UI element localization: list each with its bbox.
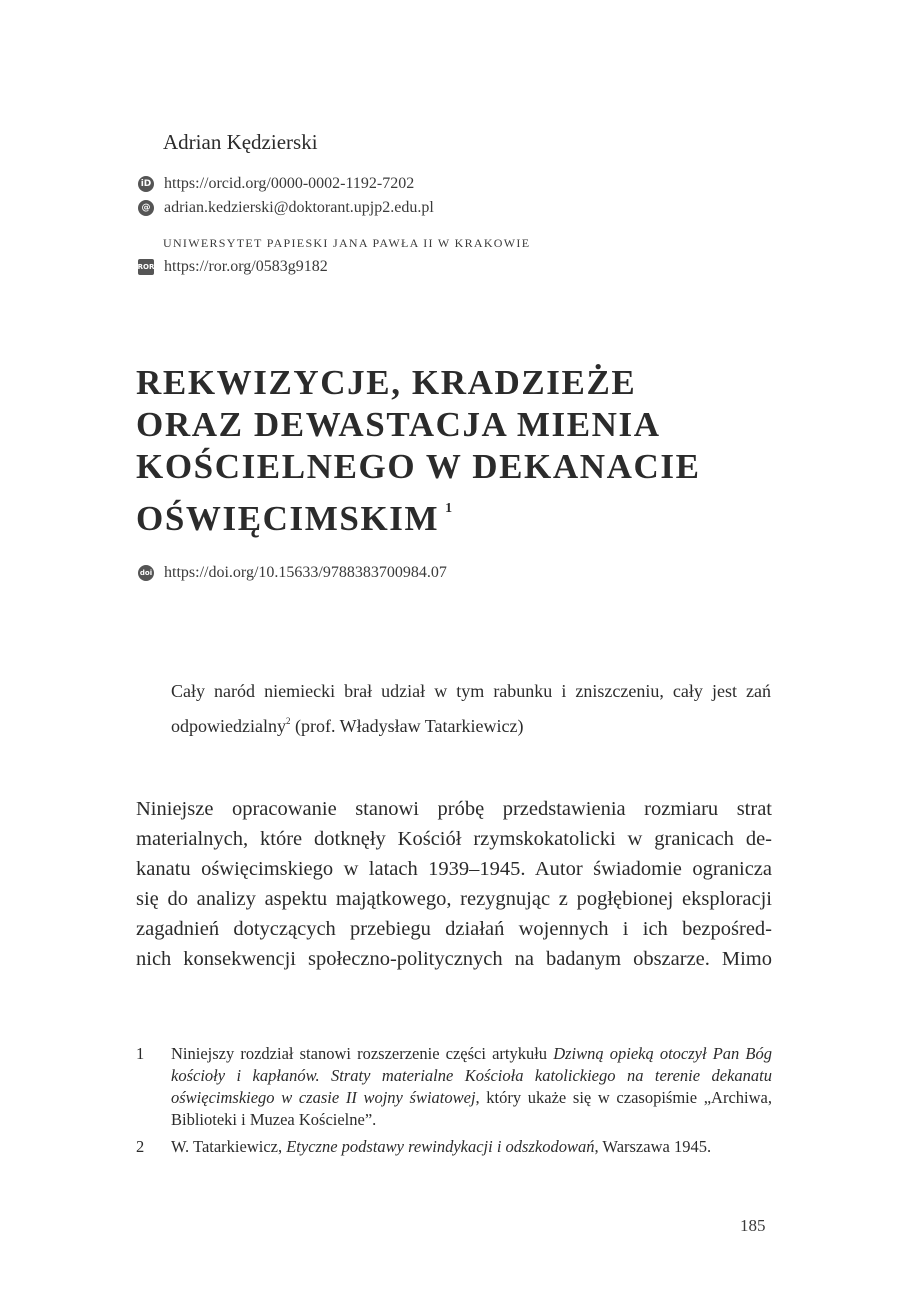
title-line: REKWIZYCJE, KRADZIEŻE bbox=[136, 363, 637, 402]
body-paragraph bbox=[136, 794, 772, 974]
article-title bbox=[136, 362, 796, 540]
affiliation: UNIWERSYTET PAPIESKI JANA PAWŁA II W KRAKOWIE bbox=[163, 236, 531, 250]
email-link[interactable]: adrian.kedzierski@doktorant.upjp2.edu.pl bbox=[164, 199, 434, 216]
footnote-text-italic: Etyczne podstawy rewindykacji i odszkodowań bbox=[286, 1137, 595, 1156]
body-line: się do analizy aspektu majątkowego, rezygnując z pogłębionej eksploracji bbox=[136, 888, 772, 910]
title-line: KOŚCIELNEGO W DEKANACIE bbox=[136, 447, 701, 486]
footnote-text-plain: , który ukaże się w czasopiśmie „Archiwa, Biblioteki i Muzea Kościelne”. bbox=[171, 1088, 772, 1129]
body-line: nich konsekwencji społeczno-politycznych na badanym obszarze. Mimo bbox=[136, 948, 772, 970]
author-name: Adrian Kędzierski bbox=[163, 130, 318, 154]
ror-icon: ROR bbox=[138, 259, 154, 275]
footnote-text bbox=[171, 1043, 772, 1131]
epigraph bbox=[171, 676, 771, 741]
body-line: Niniejsze opracowanie stanowi próbę przedstawienia rozmiaru strat bbox=[136, 798, 772, 820]
page-number: 185 bbox=[740, 1216, 766, 1235]
epigraph-attribution: (prof. Władysław Tatarkiewicz) bbox=[290, 716, 524, 736]
footnote bbox=[136, 1043, 772, 1131]
footnote-text-plain: , Warszawa 1945. bbox=[594, 1137, 712, 1156]
orcid-link[interactable]: https://orcid.org/0000-0002-1192-7202 bbox=[164, 175, 415, 192]
doi-row bbox=[138, 562, 447, 584]
footnote-text-plain: Niniejszy rozdział stanowi rozszerzenie części artykułu bbox=[171, 1044, 554, 1063]
ror-row bbox=[138, 256, 328, 278]
email-row bbox=[138, 197, 434, 219]
title-line bbox=[136, 488, 796, 540]
epigraph-footnote-mark[interactable]: 2 bbox=[285, 716, 291, 726]
at-sign-icon: @ bbox=[138, 200, 154, 216]
footnote-text bbox=[171, 1136, 772, 1158]
title-line: ORAZ DEWASTACJA MIENIA bbox=[136, 405, 661, 444]
epigraph-text: Cały naród niemiecki brał udział w tym rabunku i zniszczeniu, cały jest zań odpowiedzialny bbox=[171, 681, 771, 736]
orcid-icon: iD bbox=[138, 176, 154, 192]
body-line: zagadnień dotyczących przebiegu działań wojennych i ich bezpośred- bbox=[136, 918, 772, 940]
footnote-text-plain: W. Tatarkiewicz, bbox=[171, 1137, 287, 1156]
title-footnote-mark[interactable]: 1 bbox=[445, 501, 453, 516]
body-line: materialnych, które dotknęły Kościół rzymskokatolicki w granicach de- bbox=[136, 828, 772, 850]
doi-icon: doi bbox=[138, 565, 154, 581]
footnote-number: 2 bbox=[136, 1137, 145, 1156]
orcid-row bbox=[138, 173, 414, 195]
title-line-text: OŚWIĘCIMSKIM bbox=[136, 499, 440, 538]
footnote-number: 1 bbox=[136, 1044, 145, 1063]
doi-link[interactable]: https://doi.org/10.15633/9788383700984.07 bbox=[164, 564, 447, 581]
footnote bbox=[136, 1136, 772, 1158]
footnote-text-italic: Dziwną opieką otoczył Pan Bóg kościoły i kapłanów. Straty materialne Kościoła katolickiego na terenie dekanatu oświęcimskiego w czasie II wojny światowej bbox=[171, 1044, 772, 1107]
ror-link[interactable]: https://ror.org/0583g9182 bbox=[164, 258, 328, 275]
body-line: kanatu oświęcimskiego w latach 1939–1945. Autor świadomie ogranicza bbox=[136, 858, 772, 880]
